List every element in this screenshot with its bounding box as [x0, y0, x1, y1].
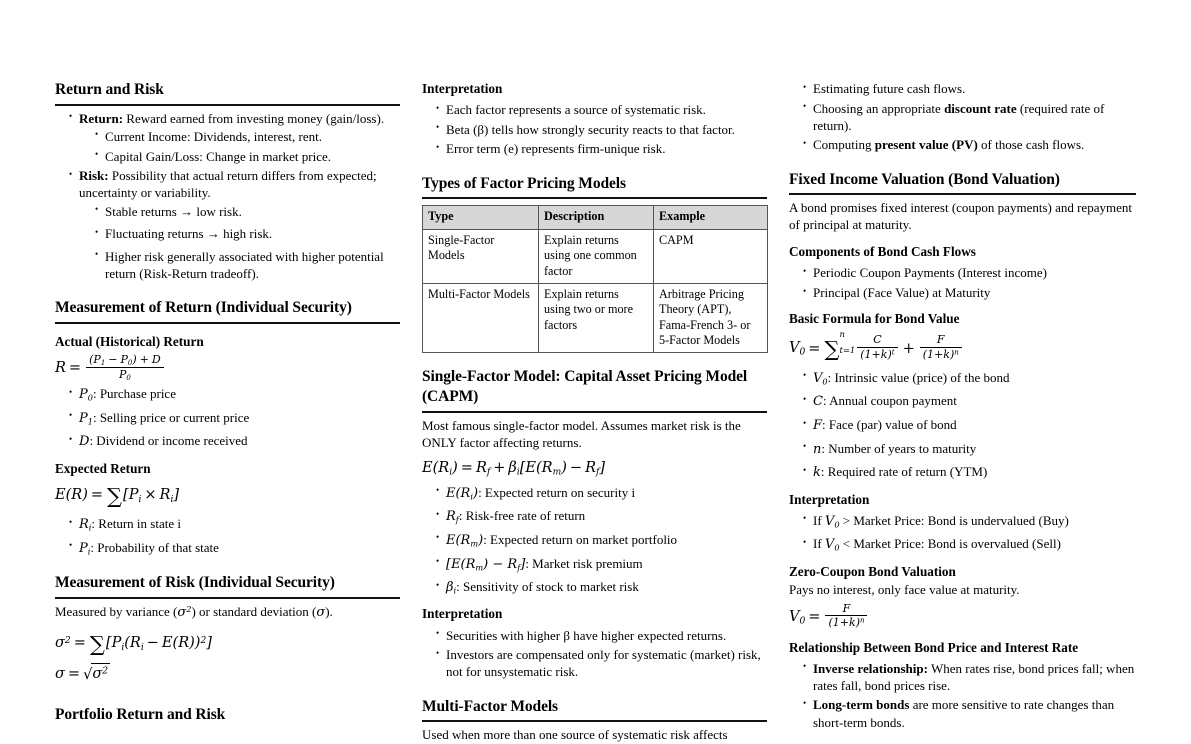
- symbol-sigma-squared: $\sigma^2$: [177, 603, 192, 620]
- subheading-zero-coupon-bond-valuation: Zero-Coupon Bond Valuation: [789, 563, 956, 579]
- list-item: • Investors are compensated only for systematic (market) risk, not for unsystematic risk.: [436, 646, 767, 680]
- table-cell: CAPM: [654, 229, 768, 283]
- formula-capm: $E(R_i) = R_f + \beta_i[E(R_m) - R_f]$: [422, 459, 606, 478]
- list-item-return: [69, 110, 400, 165]
- list-item: • k: Required rate of return (YTM): [803, 463, 1136, 481]
- return-text: Reward earned from investing money (gain/loss).: [123, 110, 385, 126]
- symbol-v0: $V_0$: [813, 370, 828, 387]
- symbol-d: D: [79, 434, 90, 450]
- notes-page: [55, 80, 1136, 743]
- symbol-p0: $P_0$: [79, 387, 93, 403]
- list-item: • Computing present value (PV) of those cash flows.: [803, 136, 1136, 153]
- heading-portfolio-return-and-risk: Portfolio Return and Risk: [55, 705, 226, 723]
- expected-return-defs: [55, 515, 400, 557]
- return-risk-list: [55, 110, 400, 282]
- risk-sublist: [79, 203, 400, 283]
- list-item: • F: Face (par) value of bond: [803, 416, 1136, 434]
- list-item: • Inverse relationship: When rates rise, bond prices fall; when rates fall, bond prices rise.: [803, 660, 1136, 694]
- heading-return-and-risk: Return and Risk: [55, 80, 400, 106]
- capm-defs-list: [422, 484, 767, 597]
- symbol-market-risk-premium: $[E(R_m) - R_f]$: [446, 556, 526, 572]
- symbol-p1: $P_1$: [79, 410, 93, 427]
- table-cell: Arbitrage Pricing Theory (APT), Fama-French 3- or 5-Factor Models: [654, 283, 768, 353]
- factor-models-table: [422, 205, 768, 353]
- subheading-basic-formula-bond-value: Basic Formula for Bond Value: [789, 311, 960, 327]
- list-item: • Securities with higher β have higher expected returns.: [436, 627, 767, 644]
- list-item: • n: Number of years to maturity: [803, 440, 1136, 458]
- bond-defs-list: [789, 369, 1136, 482]
- formula-actual-return: R = $\frac{(P_1 - P_0) + D}{P_0}$: [55, 353, 400, 381]
- list-item: • $V_0$: Intrinsic value (price) of the bond: [803, 369, 1136, 387]
- table-header-type: Type: [423, 206, 539, 229]
- list-item: • $P_1$: Selling price or current price: [69, 409, 400, 427]
- list-item: • C: Annual coupon payment: [803, 392, 1136, 410]
- list-item: • $P_0$: Purchase price: [69, 385, 400, 403]
- subheading-interpretation-bond: Interpretation: [789, 491, 870, 507]
- list-item: • $R_i$: Return in state i: [69, 515, 400, 533]
- heading-measurement-of-risk: Measurement of Risk (Individual Security): [55, 573, 400, 599]
- list-item: • Beta (β) tells how strongly security reacts to that factor.: [436, 121, 767, 138]
- list-item: • $R_f$: Risk-free rate of return: [436, 507, 767, 525]
- heading-capm: Single-Factor Model: Capital Asset Pricing Model (CAPM): [422, 367, 767, 413]
- subheading-components-of-bond-cash-flows: Components of Bond Cash Flows: [789, 244, 976, 260]
- interpretation-capm-list: [422, 627, 767, 681]
- list-item: • Error term (e) represents firm-unique risk.: [436, 140, 767, 157]
- list-item: • D: Dividend or income received: [69, 432, 400, 450]
- symbol-ri: $R_i$: [79, 517, 92, 533]
- table-header-row: [423, 206, 768, 229]
- list-item: • $P_i$: Probability of that state: [69, 539, 400, 557]
- table-cell: Single-Factor Models: [423, 229, 539, 283]
- list-item: • If $V_0$ > Market Price: Bond is undervalued (Buy): [803, 512, 1136, 530]
- table-cell: Explain returns using one common factor: [539, 229, 654, 283]
- list-item: • $E(R_i)$: Expected return on security i: [436, 484, 767, 502]
- symbol-v0: $V_0$: [824, 513, 840, 530]
- formula-standard-deviation: $\sigma = √\sigma^2$: [55, 663, 400, 687]
- list-item: • Fluctuating returns → high risk.: [95, 225, 400, 242]
- list-item: • Periodic Coupon Payments (Interest income): [803, 264, 1136, 281]
- formula-zero-coupon: $V_0$ = $\frac{F}{(1+k)^n}$: [789, 602, 1136, 630]
- list-item: • Long-term bonds are more sensitive to rate changes than short-term bonds.: [803, 696, 1136, 730]
- formula-variance: $\sigma^2 = \sum[P_i(R_i - E(R))^2]$: [55, 630, 212, 656]
- symbol-v0: $V_0$: [824, 537, 840, 553]
- symbol-sigma: σ: [316, 604, 326, 620]
- table-row: [423, 229, 768, 283]
- symbol-n: n: [813, 441, 822, 457]
- heading-types-of-factor-pricing-models: Types of Factor Pricing Models: [422, 174, 767, 200]
- return-label: Return:: [79, 110, 124, 126]
- subheading-relationship-bond-price-interest-rate: Relationship Between Bond Price and Interest Rate: [789, 639, 1079, 655]
- symbol-pi: $P_i$: [79, 540, 91, 557]
- bond-interpretation-list: [789, 512, 1136, 554]
- symbol-f: F: [813, 418, 823, 434]
- table-cell: Explain returns using two or more factors: [539, 283, 654, 353]
- relationship-list: [789, 660, 1136, 731]
- list-item: • Estimating future cash flows.: [803, 80, 1136, 97]
- heading-multi-factor-models: Multi-Factor Models: [422, 697, 767, 723]
- multifactor-text: Used when more than one source of systematic risk affects: [422, 727, 728, 743]
- table-row: [423, 283, 768, 353]
- list-item-risk: [69, 167, 400, 282]
- subheading-actual-return: Actual (Historical) Return: [55, 334, 204, 350]
- list-item: • Stable returns → low risk.: [95, 203, 400, 220]
- valuation-steps-list: [789, 80, 1136, 154]
- bond-components-list: [789, 264, 1136, 301]
- symbol-beta-i: $\beta_i$: [446, 580, 457, 596]
- column-middle: [422, 80, 767, 743]
- zero-coupon-text: Pays no interest, only face value at maturity.: [789, 581, 1020, 597]
- symbol-c: C: [813, 394, 823, 410]
- symbol-k: k: [813, 465, 821, 481]
- risk-measure-text: Measured by variance $(\sigma^2)$ or standard deviation (σ).: [55, 603, 333, 620]
- risk-label: Risk:: [79, 168, 109, 184]
- list-item: • $\beta_i$: Sensitivity of stock to market risk: [436, 578, 767, 596]
- list-item: • $E(R_m)$: Expected return on market portfolio: [436, 531, 767, 549]
- list-item: • Current Income: Dividends, interest, rent.: [95, 128, 400, 145]
- subheading-expected-return: Expected Return: [55, 460, 151, 476]
- subheading-interpretation-capm: Interpretation: [422, 606, 503, 622]
- symbol-rf: $R_f$: [446, 509, 459, 525]
- formula-bond-value: $V_0$ = ∑ n t=1 $\frac{C}{(1+k)^t}$ + $\frac{F}{(1+k)^n}$: [789, 330, 1136, 364]
- heading-measurement-of-return: Measurement of Return (Individual Security): [55, 298, 400, 324]
- return-sublist: [79, 128, 400, 165]
- column-right: [789, 80, 1136, 730]
- table-cell: Multi-Factor Models: [423, 283, 539, 353]
- symbol-e-ri: $E(R_i)$: [446, 485, 479, 501]
- risk-text: Possibility that actual return differs from expected; uncertainty or variability.: [79, 168, 377, 201]
- list-item: • Choosing an appropriate discount rate (required rate of return).: [803, 100, 1136, 134]
- interpretation-factors-list: [422, 101, 767, 157]
- list-item: • Higher risk generally associated with higher potential return (Risk-Return tradeoff).: [95, 248, 400, 282]
- list-item: • $[E(R_m) - R_f]$: Market risk premium: [436, 555, 767, 573]
- list-item: • If $V_0$ < Market Price: Bond is overvalued (Sell): [803, 535, 1136, 553]
- heading-fixed-income-valuation: Fixed Income Valuation (Bond Valuation): [789, 170, 1136, 196]
- table-header-example: Example: [654, 206, 768, 229]
- column-left: [55, 80, 400, 723]
- actual-return-defs: [55, 385, 400, 450]
- formula-expected-return: $E(R) = \sum[P_i \times R_i]$: [55, 482, 180, 508]
- list-item: • Principal (Face Value) at Maturity: [803, 284, 1136, 301]
- capm-intro: Most famous single-factor model. Assumes market risk is the ONLY factor affecting returns.: [422, 418, 741, 450]
- subheading-interpretation-factors: Interpretation: [422, 81, 503, 96]
- bond-intro: A bond promises fixed interest (coupon payments) and repayment of principal at maturity.: [789, 200, 1132, 233]
- table-header-description: Description: [539, 206, 654, 229]
- list-item: • Each factor represents a source of systematic risk.: [436, 101, 767, 118]
- symbol-e-rm: $E(R_m)$: [446, 532, 484, 549]
- list-item: • Capital Gain/Loss: Change in market price.: [95, 148, 400, 165]
